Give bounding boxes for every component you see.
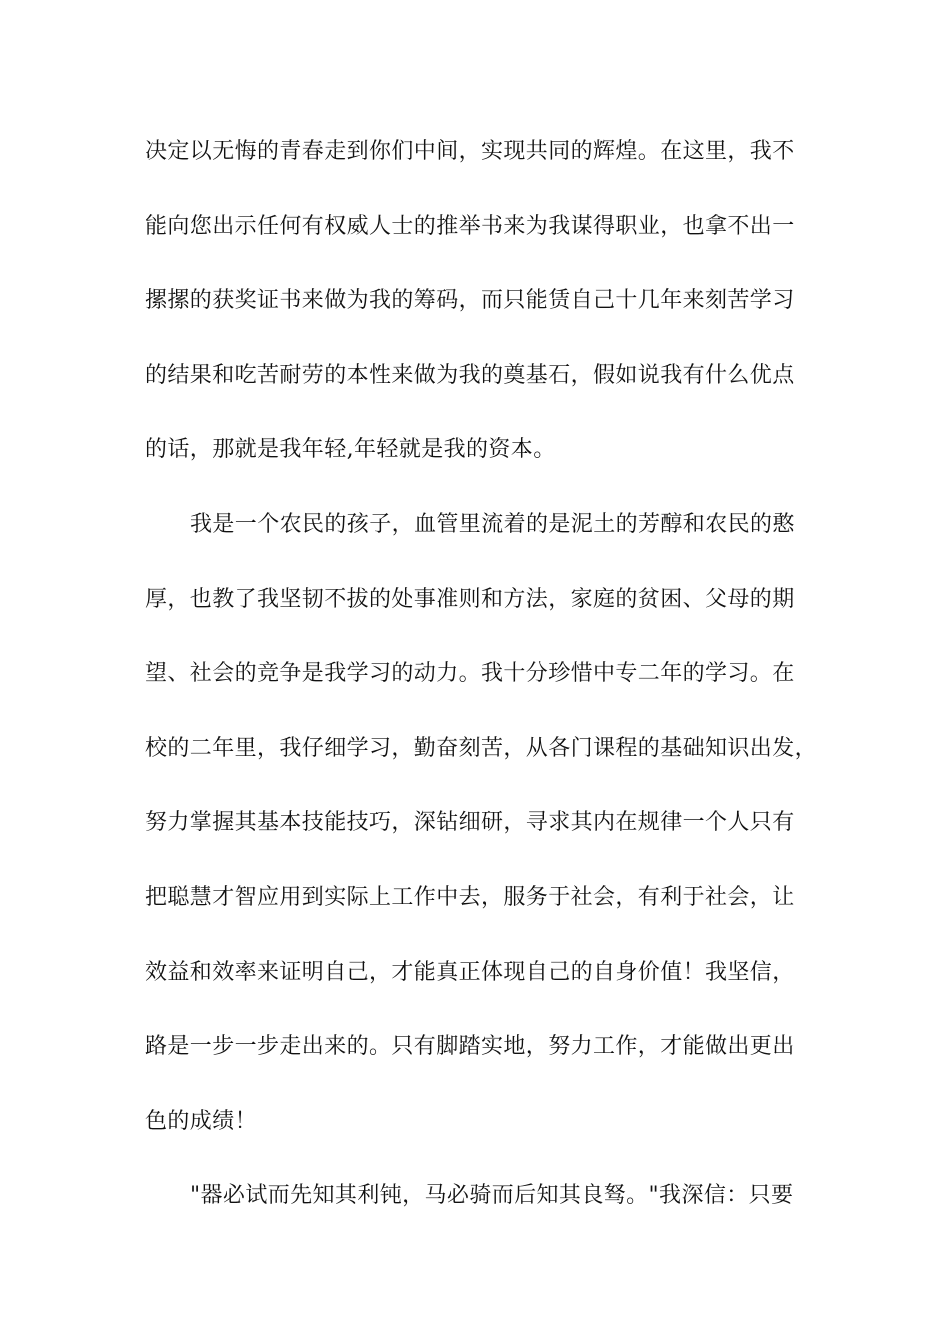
- body-text: [145, 128, 845, 1247]
- text-line-15: "器必试而先知其利钝，马必骑而后知其良驽。"我深信：只要: [190, 1183, 794, 1209]
- text-line-6: 我是一个农民的孩子，血管里流着的是泥土的芳醇和农民的憨: [190, 511, 795, 537]
- text-line-9: 校的二年里，我仔细学习，勤奋刻苦，从各门课程的基础知识出发，: [145, 735, 818, 761]
- text-line-8: 望、社会的竞争是我学习的动力。我十分珍惜中专二年的学习。在: [145, 661, 795, 687]
- text-line-5: 的话，那就是我年轻,年轻就是我的资本。: [145, 437, 556, 463]
- text-line-2: 能向您出示任何有权威人士的推举书来为我谋得职业，也拿不出一: [145, 213, 795, 239]
- text-line-1: 决定以无悔的青春走到你们中间，实现共同的辉煌。在这里，我不: [145, 139, 795, 164]
- text-line-10: 努力掌握其基本技能技巧，深钻细研，寻求其内在规律一个人只有: [145, 810, 795, 836]
- text-line-11: 把聪慧才智应用到实际上工作中去，服务于社会，有利于社会，让: [145, 884, 795, 910]
- text-line-12: 效益和效率来证明自己，才能真正体现自己的自身价值！我坚信，: [145, 959, 795, 985]
- text-line-3: 摞摞的获奖证书来做为我的筹码，而只能赁自己十几年来刻苦学习: [145, 288, 795, 314]
- text-line-4: 的结果和吃苦耐劳的本性来做为我的奠基石，假如说我有什么优点: [145, 362, 795, 388]
- text-line-14: 色的成绩！: [145, 1108, 258, 1134]
- text-line-13: 路是一步一步走出来的。只有脚踏实地，努力工作，才能做出更出: [145, 1034, 795, 1060]
- text-line-7: 厚，也教了我坚韧不拔的处事准则和方法，家庭的贫困、父母的期: [145, 586, 795, 612]
